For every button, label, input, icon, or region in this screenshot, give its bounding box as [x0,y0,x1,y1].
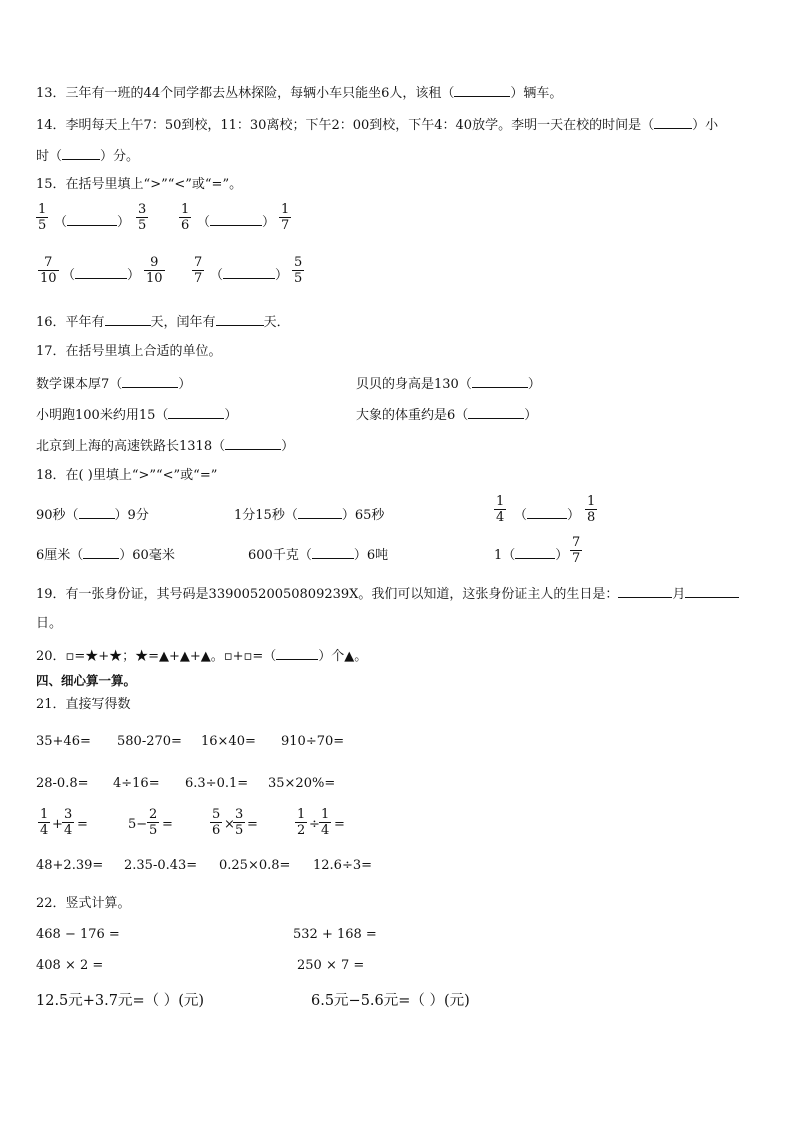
question-15-title: 15．在括号里填上“>”“<”或“=”。 [36,177,243,192]
birth-day-blank[interactable] [685,585,739,598]
unit-blank[interactable] [122,375,178,388]
fraction: 3 4 [64,807,73,838]
question-14-line1 [36,116,718,134]
compare-blank[interactable] [79,506,115,519]
unit-item: 北京到上海的高速铁路长1318（ ） [36,439,295,454]
compare-paren: （ ） [514,508,581,523]
calc-item: 48+2.39= [36,858,104,873]
fraction: 1 6 [181,202,190,233]
operator: = [334,817,345,832]
operator: = [77,817,88,832]
compare-blank[interactable] [210,213,262,226]
compare-item: 600千克（ ）6吨 [248,548,389,563]
q13-suffix: ）辆车。 [510,86,563,101]
compare-blank[interactable] [223,266,275,279]
operator: 5− [128,817,148,832]
question-18-title: 18．在( )里填上“>”“<”或“=” [36,468,218,483]
fraction: 1 4 [40,807,49,838]
operator: = [162,817,173,832]
q14-text-c: 时（ [36,149,63,164]
q14-text-d: ）分。 [100,149,140,164]
unit-item: 贝贝的身高是130（ ） [356,377,541,392]
calc-item: 580-270= [117,734,182,749]
vertical-calc-item: 468 − 176 = [36,927,120,942]
birth-month-blank[interactable] [618,585,672,598]
calc-item: 12.6÷3= [313,858,373,873]
q13-blank[interactable] [454,84,510,97]
fraction: 7 7 [194,255,203,286]
calc-item: 6.3÷0.1= [185,776,249,791]
operator: = [247,817,258,832]
fraction: 5 6 [212,807,221,838]
fraction: 1 4 [496,494,505,525]
common-year-days-blank[interactable] [105,313,151,326]
question-14-line2 [36,147,139,165]
vertical-calc-item: 408 × 2 = [36,958,104,973]
q14-minutes-blank[interactable] [62,147,100,160]
question-16: 16．平年有 天，闰年有 天． [36,315,290,330]
question-19: 19．有一张身份证，其号码是33900520050809239X。我们可以知道，这张身份证主人的生日是： 月 [36,585,739,603]
calc-item: 35×20%= [268,776,336,791]
fraction: 1 7 [281,202,290,233]
triangle-count-blank[interactable] [276,647,318,660]
calc-item: 0.25×0.8= [219,858,291,873]
compare-paren: （ ） [62,268,141,283]
section-4-heading: 四、细心算一算。 [36,673,137,688]
question-17-title: 17．在括号里填上合适的单位。 [36,344,222,359]
q14-text-b: ）小 [692,118,719,133]
fraction: 1 8 [587,494,596,525]
calc-item: 35+46= [36,734,91,749]
fraction: 3 5 [235,807,244,838]
operator: × [224,817,235,832]
compare-blank[interactable] [312,546,354,559]
question-22-title: 22．竖式计算。 [36,896,131,911]
calc-item: 16×40= [201,734,256,749]
calc-item: 28-0.8= [36,776,89,791]
fraction: 9 10 [146,255,163,286]
question-19-line2: 日。 [36,616,63,631]
compare-item: 1分15秒（ ）65秒 [234,508,385,523]
compare-blank[interactable] [67,213,117,226]
vertical-calc-item: 6.5元−5.6元=（ ）(元) [311,993,470,1009]
q14-hours-blank[interactable] [654,116,692,129]
compare-paren: （ ） [197,215,276,230]
compare-blank[interactable] [75,266,127,279]
fraction: 2 5 [149,807,158,838]
fraction: 1 5 [38,202,47,233]
unit-blank[interactable] [225,437,281,450]
compare-blank[interactable] [83,546,119,559]
fraction: 5 5 [294,255,303,286]
q14-text: 14．李明每天上午7：50到校，11：30离校；下午2：00到校，下午4：40放学。李明一天在校的时间是（ [36,118,655,133]
compare-paren: （ ） [54,215,131,230]
unit-item: 数学课本厚7（ ） [36,377,192,392]
operator: + [52,817,63,832]
compare-blank[interactable] [515,546,555,559]
fraction: 1 2 [297,807,306,838]
vertical-calc-item: 12.5元+3.7元=（ ）(元) [36,993,205,1009]
fraction: 7 10 [40,255,57,286]
unit-item: 大象的体重约是6（ ） [356,408,538,423]
unit-blank[interactable] [468,406,524,419]
operator: ÷ [309,817,320,832]
compare-blank[interactable] [298,506,342,519]
q13-text: 13．三年有一班的44个同学都去丛林探险，每辆小车只能坐6人，该租（ [36,86,455,101]
unit-blank[interactable] [472,375,528,388]
question-20: 20．▫=★+★；★=▲+▲+▲。▫+▫=（ ）个▲。 [36,649,368,664]
vertical-calc-item: 532 + 168 = [293,927,377,942]
compare-item: 6厘米（ ）60毫米 [36,548,175,563]
compare-item: 90秒（ ）9分 [36,508,149,523]
calc-item: 910÷70= [281,734,345,749]
compare-item: 1（ ） [494,548,569,563]
calc-item: 4÷16= [113,776,160,791]
calc-item: 2.35-0.43= [124,858,198,873]
question-21-title: 21．直接写得数 [36,697,131,712]
compare-paren: （ ） [210,268,289,283]
question-13 [36,84,562,102]
leap-year-days-blank[interactable] [216,313,264,326]
fraction: 3 5 [138,202,147,233]
compare-blank[interactable] [527,506,567,519]
fraction: 7 7 [572,535,581,566]
vertical-calc-item: 250 × 7 = [297,958,365,973]
unit-item: 小明跑100米约用15（ ） [36,408,238,423]
unit-blank[interactable] [168,406,224,419]
fraction: 1 4 [321,807,330,838]
